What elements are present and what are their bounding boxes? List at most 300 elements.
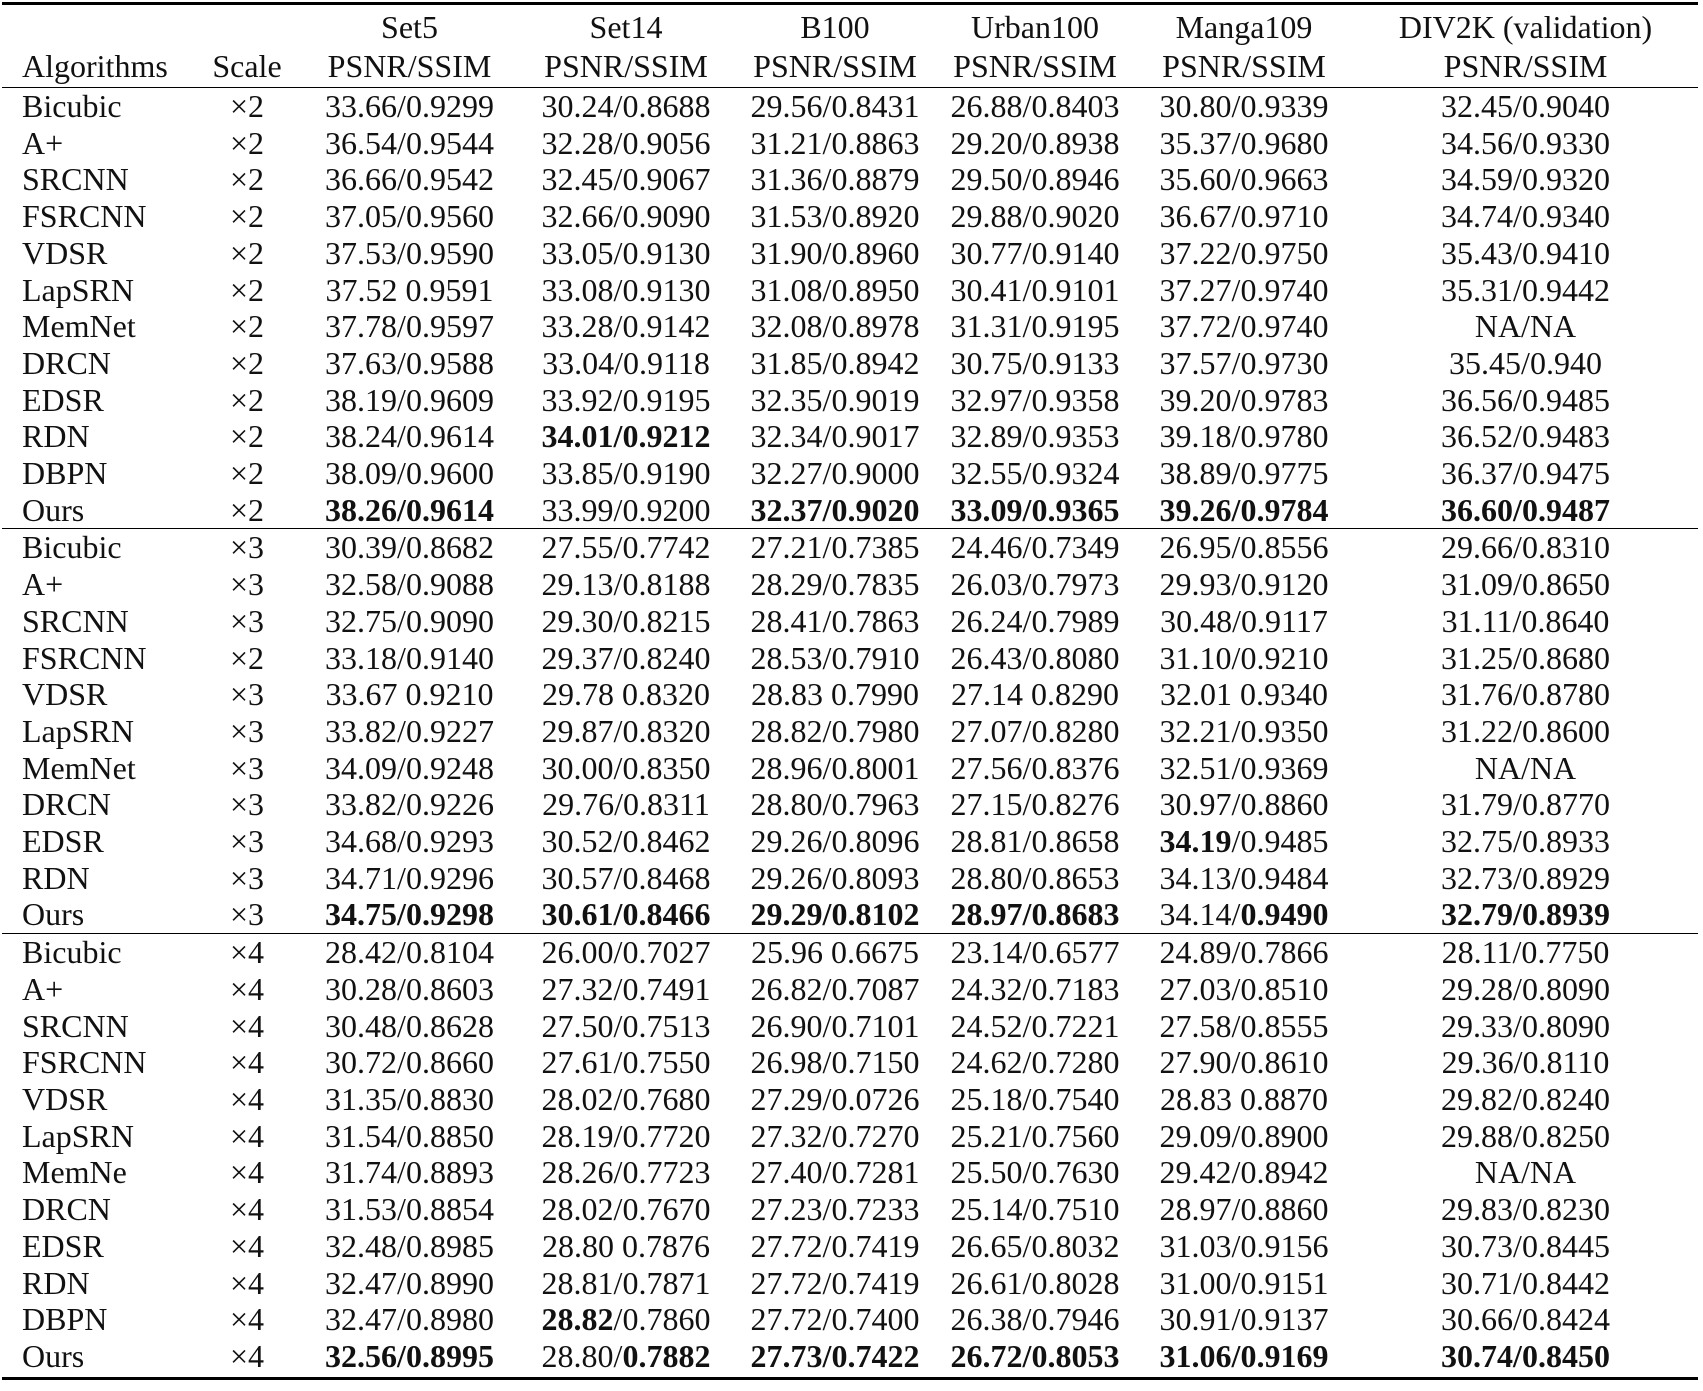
metric-cell-urban100: 25.14/0.7510 <box>950 1191 1120 1228</box>
metric-cell-set14: 34.01/0.9212 <box>541 418 711 455</box>
metric-cell-div2k-validation: 31.11/0.8640 <box>1441 602 1610 639</box>
scale-value: ×2 <box>229 308 265 345</box>
metric-cell-div2k-validation: 31.22/0.8600 <box>1441 712 1610 749</box>
table-row <box>2 198 1698 235</box>
metric-cell-manga109: 31.06/0.9169 <box>1135 1338 1353 1378</box>
metric-cell-b100: 31.90/0.8960 <box>750 234 920 271</box>
algorithm-name: SRCNN <box>22 602 129 639</box>
algorithm-name: Bicubic <box>2 934 192 971</box>
scale-value: ×3 <box>192 529 302 566</box>
metric-cell-manga109: 36.67/0.9710 <box>1159 198 1329 235</box>
metric-cell-div2k-validation: 35.43/0.9410 <box>1441 234 1610 271</box>
metric-cell-set14: 29.37/0.8240 <box>541 639 711 676</box>
table-row <box>2 1081 1698 1118</box>
algorithm-name: VDSR <box>22 1080 108 1117</box>
scale-value: ×4 <box>229 1007 265 1044</box>
scale-value: ×2 <box>229 234 265 271</box>
metric-cell-manga109: 28.97/0.8860 <box>1159 1191 1329 1228</box>
metric-cell-b100: 28.96/0.8001 <box>750 749 920 786</box>
table-row <box>2 308 1698 345</box>
metric-cell-set14: 29.87/0.8320 <box>541 712 711 749</box>
metric-cell-set14: 28.82/0.7860 <box>541 1301 711 1338</box>
metric-cell-div2k-validation: 31.79/0.8770 <box>1441 786 1610 823</box>
algorithm-name: DRCN <box>22 786 111 823</box>
metric-cell-div2k-validation: 36.56/0.9485 <box>1441 381 1610 418</box>
table-row <box>2 1191 1698 1228</box>
table-row <box>2 125 1698 162</box>
scale-value: ×2 <box>229 88 265 124</box>
metric-cell-set5: 28.42/0.8104 <box>302 934 517 971</box>
scale-value: ×4 <box>229 1154 265 1191</box>
metric-cell-set14: 26.00/0.7027 <box>517 934 735 971</box>
metric-cell-set14: 28.80/0.7882 <box>517 1338 735 1378</box>
algorithm-name: A+ <box>22 124 64 161</box>
table-row <box>2 1338 1698 1378</box>
metric-cell-div2k-validation: 30.74/0.8450 <box>1353 1338 1698 1378</box>
metric-cell-manga109: 34.19/0.9485 <box>1159 823 1329 860</box>
metric-cell-set5: 32.56/0.8995 <box>302 1338 517 1378</box>
metric-cell-b100: 28.53/0.7910 <box>750 639 920 676</box>
metric-cell-manga109: 26.95/0.8556 <box>1135 529 1353 566</box>
metric-cell-div2k-validation: 36.37/0.9475 <box>1441 455 1610 492</box>
scale-value: ×2 <box>229 491 265 528</box>
metric-cell-manga109: 32.51/0.9369 <box>1159 749 1329 786</box>
metric-cell-b100: 31.08/0.8950 <box>750 271 920 308</box>
metric-cell-set5: 36.54/0.9544 <box>325 124 494 161</box>
scale-value: ×4 <box>229 1117 265 1154</box>
metric-cell-b100: 27.72/0.7400 <box>750 1301 920 1338</box>
table-row <box>2 1154 1698 1191</box>
scale-value: ×2 <box>229 124 265 161</box>
scale-value: ×2 <box>229 271 265 308</box>
metric-cell-manga109: 30.91/0.9137 <box>1159 1301 1329 1338</box>
algorithm-name: RDN <box>22 418 90 455</box>
algorithm-name: FSRCNN <box>22 198 147 235</box>
scale-value: ×3 <box>229 859 265 896</box>
metric-cell-div2k-validation: 32.45/0.9040 <box>1441 88 1610 124</box>
metric-cell-urban100: 27.56/0.8376 <box>950 749 1120 786</box>
table-row <box>2 235 1698 272</box>
algorithm-name: Ours <box>22 896 85 933</box>
metric-cell-b100: 27.72/0.7419 <box>750 1227 920 1264</box>
metric-cell-set5: 34.68/0.9293 <box>325 823 494 860</box>
metric-cell-set5: 38.26/0.9614 <box>325 491 494 528</box>
header-dataset-urban100: Urban100 <box>935 4 1135 48</box>
metric-cell-set5: 30.28/0.8603 <box>325 970 494 1007</box>
metric-cell-set14: 27.55/0.7742 <box>517 529 735 566</box>
algorithm-name: DBPN <box>22 455 108 492</box>
metric-cell-b100: 27.21/0.7385 <box>735 529 935 566</box>
algorithm-name: EDSR <box>22 1227 104 1264</box>
metric-cell-div2k-validation: NA/NA <box>1474 1154 1577 1191</box>
metric-cell-set5: 30.72/0.8660 <box>325 1044 494 1081</box>
metric-cell-manga109: 27.03/0.8510 <box>1159 970 1329 1007</box>
metric-cell-set14: 29.76/0.8311 <box>542 786 710 823</box>
table-row <box>2 896 1698 933</box>
metric-cell-set14: 33.04/0.9118 <box>542 344 710 381</box>
scale-group-2 <box>2 88 1698 529</box>
metric-cell-set5: 31.54/0.8850 <box>325 1117 494 1154</box>
metric-cell-b100: 28.29/0.7835 <box>750 566 920 603</box>
scale-value: ×3 <box>229 566 265 603</box>
algorithm-name: Bicubic <box>22 88 122 124</box>
metric-cell-b100: 27.73/0.7422 <box>735 1338 935 1378</box>
header-algorithms: Algorithms <box>2 47 192 88</box>
scale-value: ×4 <box>192 934 302 971</box>
metric-cell-b100: 27.29/0.0726 <box>750 1080 920 1117</box>
header-dataset-manga109: Manga109 <box>1135 4 1353 48</box>
scale-value: ×3 <box>229 676 265 713</box>
metric-cell-set5: 30.39/0.8682 <box>302 529 517 566</box>
table-row <box>2 1265 1698 1302</box>
metric-cell-manga109: 29.09/0.8900 <box>1159 1117 1329 1154</box>
metric-cell-set14: 28.19/0.7720 <box>541 1117 711 1154</box>
table-row <box>2 713 1698 750</box>
algorithm-name: MemNe <box>22 1154 127 1191</box>
table-row <box>2 566 1698 603</box>
metric-cell-b100: 25.96 0.6675 <box>735 934 935 971</box>
algorithm-name: RDN <box>22 859 90 896</box>
metric-cell-manga109: 31.03/0.9156 <box>1159 1227 1329 1264</box>
metric-cell-b100: 32.35/0.9019 <box>750 381 920 418</box>
metric-cell-div2k-validation: 30.66/0.8424 <box>1441 1301 1610 1338</box>
header-scale: Scale <box>192 47 302 88</box>
metric-cell-b100: 32.08/0.8978 <box>750 308 920 345</box>
metric-cell-manga109: 27.90/0.8610 <box>1159 1044 1329 1081</box>
metric-cell-b100: 28.80/0.7963 <box>750 786 920 823</box>
metric-cell-div2k-validation: 36.60/0.9487 <box>1441 491 1610 528</box>
metric-cell-b100: 31.36/0.8879 <box>750 161 920 198</box>
header-dataset-set14: Set14 <box>517 4 735 48</box>
table-row <box>2 676 1698 713</box>
metric-cell-urban100: 27.07/0.8280 <box>950 712 1120 749</box>
metric-cell-set14: 32.45/0.9067 <box>541 161 711 198</box>
algorithm-name: DRCN <box>22 1191 111 1228</box>
metric-cell-urban100: 30.41/0.9101 <box>950 271 1120 308</box>
metric-cell-b100: 32.34/0.9017 <box>750 418 920 455</box>
metric-cell-set5: 33.82/0.9227 <box>325 712 494 749</box>
algorithm-name: MemNet <box>22 749 136 786</box>
scale-value: ×2 <box>229 344 265 381</box>
metric-cell-urban100: 25.18/0.7540 <box>950 1080 1120 1117</box>
scale-value: ×3 <box>229 749 265 786</box>
metric-cell-b100: 29.26/0.8096 <box>750 823 920 860</box>
metric-cell-manga109: 38.89/0.9775 <box>1159 455 1329 492</box>
scale-value: ×4 <box>229 970 265 1007</box>
metric-cell-b100: 26.82/0.7087 <box>750 970 920 1007</box>
metric-cell-manga109: 39.20/0.9783 <box>1159 381 1329 418</box>
table-row <box>2 1044 1698 1081</box>
metric-cell-urban100: 27.15/0.8276 <box>950 786 1120 823</box>
metric-cell-urban100: 26.03/0.7973 <box>950 566 1120 603</box>
metric-cell-urban100: 24.32/0.7183 <box>950 970 1120 1007</box>
metric-cell-set5: 37.05/0.9560 <box>325 198 494 235</box>
metric-cell-set14: 30.24/0.8688 <box>541 88 711 124</box>
header-metric: PSNR/SSIM <box>935 47 1135 88</box>
header-blank-algorithms <box>2 4 192 48</box>
metric-cell-b100: 29.29/0.8102 <box>750 896 920 933</box>
algorithm-name: VDSR <box>22 676 108 713</box>
metric-cell-b100: 28.83 0.7990 <box>751 676 919 713</box>
metric-cell-set14: 30.61/0.8466 <box>541 896 711 933</box>
metric-cell-set5: 30.48/0.8628 <box>325 1007 494 1044</box>
metric-cell-manga109: 39.26/0.9784 <box>1159 491 1329 528</box>
metric-cell-div2k-validation: 32.79/0.8939 <box>1441 896 1610 933</box>
metric-cell-div2k-validation: 30.71/0.8442 <box>1441 1264 1610 1301</box>
metric-cell-set5: 32.47/0.8980 <box>325 1301 494 1338</box>
metric-cell-set14: 32.66/0.9090 <box>541 198 711 235</box>
metric-cell-urban100: 25.21/0.7560 <box>950 1117 1120 1154</box>
metric-cell-b100: 28.41/0.7863 <box>750 602 920 639</box>
metric-cell-manga109: 37.57/0.9730 <box>1159 344 1329 381</box>
metric-cell-div2k-validation: 32.73/0.8929 <box>1441 859 1610 896</box>
metric-cell-set5: 38.24/0.9614 <box>325 418 494 455</box>
metric-cell-manga109: 35.60/0.9663 <box>1159 161 1329 198</box>
metric-cell-set14: 28.80 0.7876 <box>542 1227 710 1264</box>
table-row <box>2 1228 1698 1265</box>
metric-cell-manga109: 27.58/0.8555 <box>1159 1007 1329 1044</box>
header-metric: PSNR/SSIM <box>302 47 517 88</box>
scale-value: ×3 <box>229 712 265 749</box>
table-row <box>2 823 1698 860</box>
metric-cell-div2k-validation: 35.31/0.9442 <box>1441 271 1610 308</box>
metric-cell-manga109: 39.18/0.9780 <box>1159 418 1329 455</box>
scale-value: ×2 <box>229 381 265 418</box>
metric-cell-urban100: 29.50/0.8946 <box>950 161 1120 198</box>
metric-cell-set14: 29.78 0.8320 <box>542 676 710 713</box>
metric-cell-set14: 28.81/0.7871 <box>541 1264 711 1301</box>
metric-cell-manga109: 37.27/0.9740 <box>1159 271 1329 308</box>
metric-cell-urban100: 31.31/0.9195 <box>950 308 1120 345</box>
table-row <box>2 640 1698 677</box>
table-row <box>2 272 1698 309</box>
metric-cell-manga109: 34.13/0.9484 <box>1159 859 1329 896</box>
algorithm-name: Ours <box>22 491 85 528</box>
metric-cell-b100: 29.26/0.8093 <box>750 859 920 896</box>
metric-cell-div2k-validation: 29.66/0.8310 <box>1353 529 1698 566</box>
metric-cell-urban100: 24.62/0.7280 <box>950 1044 1120 1081</box>
algorithm-name: FSRCNN <box>22 1044 147 1081</box>
header-metric: PSNR/SSIM <box>735 47 935 88</box>
scale-group-4 <box>2 934 1698 1378</box>
metric-cell-urban100: 27.14 0.8290 <box>951 676 1119 713</box>
metric-cell-div2k-validation: 34.59/0.9320 <box>1441 161 1610 198</box>
scale-value: ×2 <box>229 639 265 676</box>
metric-cell-manga109: 31.10/0.9210 <box>1159 639 1329 676</box>
metric-cell-div2k-validation: NA/NA <box>1474 749 1577 786</box>
metric-cell-set14: 33.05/0.9130 <box>541 234 711 271</box>
metric-cell-manga109: 31.00/0.9151 <box>1159 1264 1329 1301</box>
metric-cell-set5: 31.35/0.8830 <box>325 1080 494 1117</box>
table-row <box>2 971 1698 1008</box>
metric-cell-set14: 27.61/0.7550 <box>541 1044 711 1081</box>
table-row <box>2 786 1698 823</box>
metric-cell-urban100: 26.65/0.8032 <box>950 1227 1120 1264</box>
metric-cell-div2k-validation: 29.36/0.8110 <box>1441 1044 1610 1081</box>
metric-cell-div2k-validation: 29.33/0.8090 <box>1441 1007 1610 1044</box>
metric-cell-urban100: 28.80/0.8653 <box>950 859 1120 896</box>
metric-cell-set14: 32.28/0.9056 <box>541 124 711 161</box>
metric-cell-manga109: 35.37/0.9680 <box>1159 124 1329 161</box>
metric-cell-urban100: 26.43/0.8080 <box>950 639 1120 676</box>
metric-cell-urban100: 26.38/0.7946 <box>950 1301 1120 1338</box>
table-header <box>2 4 1698 88</box>
metric-cell-set14: 28.26/0.7723 <box>541 1154 711 1191</box>
algorithm-name: DRCN <box>22 344 111 381</box>
algorithm-name: VDSR <box>22 234 108 271</box>
header-metric: PSNR/SSIM <box>1353 47 1698 88</box>
table-row <box>2 345 1698 382</box>
metric-cell-manga109: 30.48/0.9117 <box>1160 602 1328 639</box>
metric-cell-manga109: 30.80/0.9339 <box>1159 88 1329 124</box>
metric-cell-set5: 38.09/0.9600 <box>325 455 494 492</box>
metric-cell-div2k-validation: 28.11/0.7750 <box>1353 934 1698 971</box>
scale-value: ×4 <box>229 1044 265 1081</box>
header-blank-scale <box>192 4 302 48</box>
header-metric: PSNR/SSIM <box>1135 47 1353 88</box>
metric-cell-b100: 28.82/0.7980 <box>750 712 920 749</box>
table-row <box>2 1118 1698 1155</box>
scale-value: ×4 <box>229 1080 265 1117</box>
table-row <box>2 1008 1698 1045</box>
metric-cell-set14: 27.32/0.7491 <box>541 970 711 1007</box>
metric-cell-set5: 37.78/0.9597 <box>325 308 494 345</box>
metric-cell-manga109: 32.21/0.9350 <box>1159 712 1329 749</box>
metric-cell-urban100: 30.75/0.9133 <box>950 344 1120 381</box>
header-metric: PSNR/SSIM <box>517 47 735 88</box>
metric-cell-b100: 31.85/0.8942 <box>750 344 920 381</box>
table-row <box>2 455 1698 492</box>
metric-cell-set5: 33.66/0.9299 <box>325 88 494 124</box>
metric-cell-manga109: 34.14/0.9490 <box>1159 896 1329 933</box>
metric-cell-div2k-validation: 29.28/0.8090 <box>1441 970 1610 1007</box>
algorithm-name: A+ <box>22 566 64 603</box>
metric-cell-b100: 32.37/0.9020 <box>750 491 920 528</box>
metric-cell-set14: 33.92/0.9195 <box>541 381 711 418</box>
metric-cell-set14: 33.85/0.9190 <box>541 455 711 492</box>
metric-cell-set14: 28.02/0.7670 <box>541 1191 711 1228</box>
algorithm-name: RDN <box>22 1264 90 1301</box>
metric-cell-set14: 30.57/0.8468 <box>541 859 711 896</box>
metric-cell-manga109: 29.42/0.8942 <box>1159 1154 1329 1191</box>
metric-cell-b100: 27.23/0.7233 <box>750 1191 920 1228</box>
scale-value: ×3 <box>229 786 265 823</box>
scale-value: ×4 <box>192 1338 302 1378</box>
metric-cell-div2k-validation: 34.74/0.9340 <box>1441 198 1610 235</box>
algorithm-name: SRCNN <box>22 1007 129 1044</box>
metric-cell-urban100: 26.72/0.8053 <box>935 1338 1135 1378</box>
metric-cell-b100: 27.72/0.7419 <box>750 1264 920 1301</box>
metric-cell-manga109: 30.97/0.8860 <box>1159 786 1329 823</box>
algorithm-name: LapSRN <box>22 271 134 308</box>
metric-cell-set5: 37.52 0.9591 <box>325 271 494 308</box>
metric-cell-urban100: 29.20/0.8938 <box>950 124 1120 161</box>
metric-cell-set14: 30.52/0.8462 <box>541 823 711 860</box>
metric-cell-b100: 31.53/0.8920 <box>750 198 920 235</box>
metric-cell-set14: 27.50/0.7513 <box>541 1007 711 1044</box>
metric-cell-set5: 37.63/0.9588 <box>325 344 494 381</box>
metric-cell-urban100: 26.24/0.7989 <box>950 602 1120 639</box>
metric-cell-set14: 29.30/0.8215 <box>541 602 711 639</box>
metric-cell-set5: 34.71/0.9296 <box>325 859 494 896</box>
metric-cell-div2k-validation: 31.09/0.8650 <box>1441 566 1610 603</box>
metric-cell-urban100: 32.55/0.9324 <box>950 455 1120 492</box>
metric-cell-set14: 29.13/0.8188 <box>541 566 711 603</box>
metric-cell-urban100: 30.77/0.9140 <box>950 234 1120 271</box>
scale-value: ×4 <box>229 1227 265 1264</box>
table-row <box>2 1301 1698 1338</box>
scale-group-3 <box>2 529 1698 934</box>
table-row <box>2 382 1698 419</box>
algorithm-name: LapSRN <box>22 1117 134 1154</box>
metric-cell-set5: 31.74/0.8893 <box>325 1154 494 1191</box>
scale-value: ×4 <box>229 1301 265 1338</box>
header-dataset-set5: Set5 <box>302 4 517 48</box>
scale-value: ×2 <box>229 418 265 455</box>
metric-cell-div2k-validation: 36.52/0.9483 <box>1441 418 1610 455</box>
metric-cell-div2k-validation: 31.76/0.8780 <box>1441 676 1610 713</box>
metric-cell-urban100: 33.09/0.9365 <box>950 491 1120 528</box>
metric-cell-div2k-validation: 35.45/0.940 <box>1449 344 1602 381</box>
metric-cell-urban100: 28.81/0.8658 <box>950 823 1120 860</box>
metric-cell-set5: 33.82/0.9226 <box>325 786 494 823</box>
metric-cell-urban100: 24.46/0.7349 <box>935 529 1135 566</box>
metric-cell-manga109: 24.89/0.7866 <box>1135 934 1353 971</box>
header-dataset-div2k: DIV2K (validation) <box>1353 4 1698 48</box>
metric-cell-manga109: 37.72/0.9740 <box>1159 308 1329 345</box>
metric-cell-div2k-validation: 34.56/0.9330 <box>1441 124 1610 161</box>
metric-cell-b100: 26.98/0.7150 <box>750 1044 920 1081</box>
algorithm-name: FSRCNN <box>22 639 147 676</box>
metric-cell-urban100: 23.14/0.6577 <box>935 934 1135 971</box>
metric-cell-div2k-validation: 30.73/0.8445 <box>1441 1227 1610 1264</box>
metric-cell-div2k-validation: 31.25/0.8680 <box>1441 639 1610 676</box>
metric-cell-set5: 32.48/0.8985 <box>325 1227 494 1264</box>
table-row <box>2 418 1698 455</box>
metric-cell-b100: 26.90/0.7101 <box>750 1007 920 1044</box>
metric-cell-b100: 27.32/0.7270 <box>750 1117 920 1154</box>
metric-cell-set14: 33.08/0.9130 <box>541 271 711 308</box>
metric-cell-urban100: 26.61/0.8028 <box>950 1264 1120 1301</box>
metric-cell-set5: 36.66/0.9542 <box>325 161 494 198</box>
metric-cell-div2k-validation: NA/NA <box>1474 308 1577 345</box>
metric-cell-div2k-validation: 29.83/0.8230 <box>1441 1191 1610 1228</box>
metric-cell-set14: 33.99/0.9200 <box>541 491 711 528</box>
algorithm-name: SRCNN <box>22 161 129 198</box>
algorithm-name: Bicubic <box>2 529 192 566</box>
scale-value: ×2 <box>229 198 265 235</box>
algorithm-name: A+ <box>22 970 64 1007</box>
metric-cell-set5: 32.47/0.8990 <box>325 1264 494 1301</box>
metric-cell-set5: 32.58/0.9088 <box>325 566 494 603</box>
table-row <box>2 603 1698 640</box>
metric-cell-set5: 33.18/0.9140 <box>325 639 494 676</box>
metric-cell-div2k-validation: 32.75/0.8933 <box>1441 823 1610 860</box>
algorithm-name: DBPN <box>22 1301 108 1338</box>
algorithm-name: EDSR <box>22 823 104 860</box>
header-dataset-b100: B100 <box>735 4 935 48</box>
algorithm-name: LapSRN <box>22 712 134 749</box>
table-row <box>2 161 1698 198</box>
metric-cell-b100: 29.56/0.8431 <box>750 88 920 124</box>
scale-value: ×3 <box>229 823 265 860</box>
scale-value: ×3 <box>229 896 265 933</box>
metric-cell-set14: 28.02/0.7680 <box>541 1080 711 1117</box>
metric-cell-manga109: 32.01 0.9340 <box>1160 676 1328 713</box>
metric-cell-div2k-validation: 29.82/0.8240 <box>1441 1080 1610 1117</box>
metric-cell-set5: 37.53/0.9590 <box>325 234 494 271</box>
table-row <box>2 492 1698 529</box>
